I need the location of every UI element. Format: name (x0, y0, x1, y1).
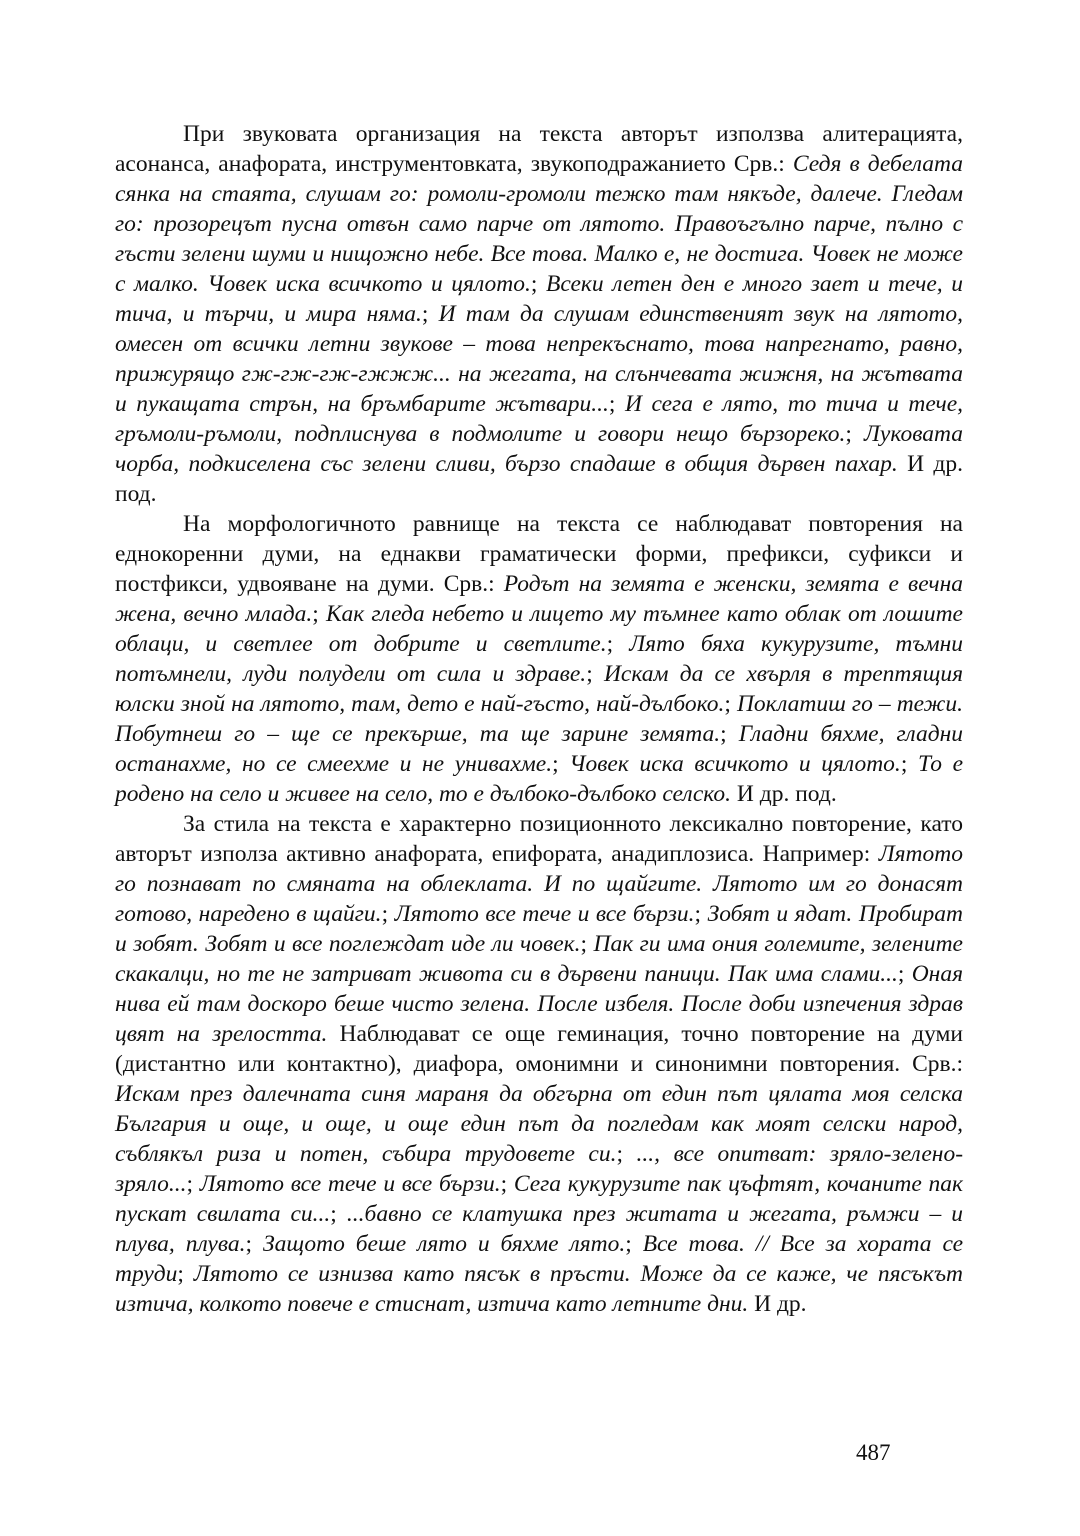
body-text: ; (500, 1171, 514, 1197)
body-text: ; (608, 391, 625, 417)
quoted-example: Искам през далечната синя мараня да обгърна от един път цялата моя селска България и още, и още, и още един път да погледам как моят селски народ, съблякъл риза и потен, събира трудовете си. (115, 1081, 963, 1167)
body-text: ; (900, 751, 918, 777)
body-text: ; (580, 931, 594, 957)
body-text: ; (530, 271, 547, 297)
body-text: ; (897, 961, 912, 987)
quoted-example: И сега е лято, то тича и тече, гръмоли-ръмоли, подплиснува в подмолите и говори нещо бързореко. (115, 391, 964, 447)
quoted-example: Все това. // Все за хората се труди (115, 1231, 963, 1287)
quoted-example: Как гледа небето и лицето му тъмнее като облак от лошите облаци, и светлее от добрите и светлите. (115, 601, 963, 657)
quoted-example: Сега кукурузите пак цъфтят, кочаните пак пускат свилата си... (115, 1171, 964, 1227)
page-body (115, 119, 963, 1319)
quoted-example: Родът на земята е женски, земята е вечна жена, вечно млада. (115, 571, 963, 627)
body-text: ; (421, 301, 439, 327)
body-text: При звуковата организация на текста авторът използва алитерацията, асонанса, анафората, инструментовката, звукоподражанието Срв.: (115, 121, 963, 177)
body-text: На морфологичното равнище на текста се наблюдават повторения на еднокоренни думи, на еднакви граматически форми, префикси, суфикси и постфикси, удвояване на думи. Срв.: (115, 511, 963, 597)
body-text: ; (586, 661, 604, 687)
body-text: ; (606, 631, 630, 657)
quoted-example: Зобят и ядат. Пробират и зобят. Зобят и все поглеждат иде ли човек. (115, 901, 964, 957)
body-text: ; (694, 901, 708, 927)
quoted-example: Лято бяха кукурузите, тъмни потъмнели, луди полудели от сила и здраве. (115, 631, 963, 687)
quoted-example: Лятото го познават по смяната на облеклата. И по щайгите. Лятото им го донасят готово, наредено в щайги. (115, 841, 963, 927)
quoted-example: Поклатиш го – тежи. Побутнеш го – ще се прекърше, та ще зарине земята. (115, 691, 964, 747)
quoted-example: Лятото все тече и все бързи. (394, 901, 695, 927)
body-text: ; (625, 1231, 643, 1257)
quoted-example: Човек иска всичкото и цялото. (569, 751, 901, 777)
paragraph-style-repetition (115, 809, 963, 1319)
quoted-example: Лятото все тече и все бързи. (199, 1171, 501, 1197)
quoted-example: ..., все опитват: зряло-зелено-зряло... (115, 1141, 964, 1197)
quoted-example: И там да слушам единственият звук на лятото, омесен от всички летни звукове – това непрекъснато, това напрегнато, равно, прижурящо гж-гж-гж-гжжж... на жегата, на слънчевата жижня, на жътвата и пукащата стрън, на бръмбарите жътвари... (115, 301, 963, 417)
quoted-example: Всеки летен ден е много заeт и тече, и тича, и търчи, и мира няма. (115, 271, 963, 327)
body-text: И др. (748, 1291, 807, 1317)
quoted-example: Оная нива ей там доскоро беше чисто зелена. После избеля. После доби изпечения здрав цвят на зрелостта. (115, 961, 964, 1047)
body-text: И др. под. (731, 781, 837, 807)
body-text: ; (381, 901, 395, 927)
quoted-example: Седя в дебелата сянка на стаята, слушам го: ромоли-громоли тежко там някъде, далече. Гледам го: прозорецът пусна отвън само парче от лятото. Правоъгълно парче, пълно с гъсти зелени шуми и нищожно небе. Все това. Малко е, не достига. Човек не може с малко. Човек иска всичкото и цялото. (115, 151, 963, 297)
body-text: ; (245, 1231, 263, 1257)
quoted-example: То е родено на село и живее на село, то е дълбоко-дълбоко селско. (115, 751, 963, 807)
body-text: ; (312, 601, 326, 627)
quoted-example: ...бавно се клатушка през житата и жегата, ръмжи – и плува, плува. (115, 1201, 964, 1257)
quoted-example: Гладни бяхме, гладни останахме, но се смеехме и не унивахме. (115, 721, 963, 777)
paragraph-sound-organization (115, 119, 963, 509)
body-text: ; (186, 1171, 200, 1197)
body-text: И др. под. (115, 451, 963, 507)
quoted-example: Пак ги има ония големите, зелените скакалци, но те не затриват живота си в дървени паници. Пак има слами... (115, 931, 963, 987)
body-text: ; (724, 691, 737, 717)
body-text: ; (177, 1261, 194, 1287)
page-number: 487 (856, 1440, 891, 1465)
body-text: ; (720, 721, 739, 747)
paragraph-morphological-level (115, 509, 963, 809)
body-text: ; (616, 1141, 637, 1167)
quoted-example: Лятото се изнизва като пясък в пръсти. Може да се каже, че пясъкът изтича, колкото повече е стиснат, изтича като летните дни. (115, 1261, 963, 1317)
body-text: ; (552, 751, 570, 777)
quoted-example: Луковата чорба, подкиселена със зелени сливи, бързо спадаше в общия дървен пахар. (115, 421, 963, 477)
body-text: ; (845, 421, 864, 447)
quoted-example: Защото беше лято и бяхме лято. (262, 1231, 626, 1257)
body-text: ; (330, 1201, 347, 1227)
body-text: За стила на текста е характерно позиционното лексикално повторение, като авторът използа активно анафората, епифората, анадиплозиса. Например: (115, 811, 963, 867)
body-text: Наблюдават се още геминация, точно повторение на думи (дистантно или контактно), диафора, омонимни и синонимни повторения. Срв.: (115, 1021, 963, 1077)
quoted-example: Искам да се хвърля в трептящия юлски зной на лятото, там, дето е най-гъсто, най-дълбоко. (115, 661, 963, 717)
